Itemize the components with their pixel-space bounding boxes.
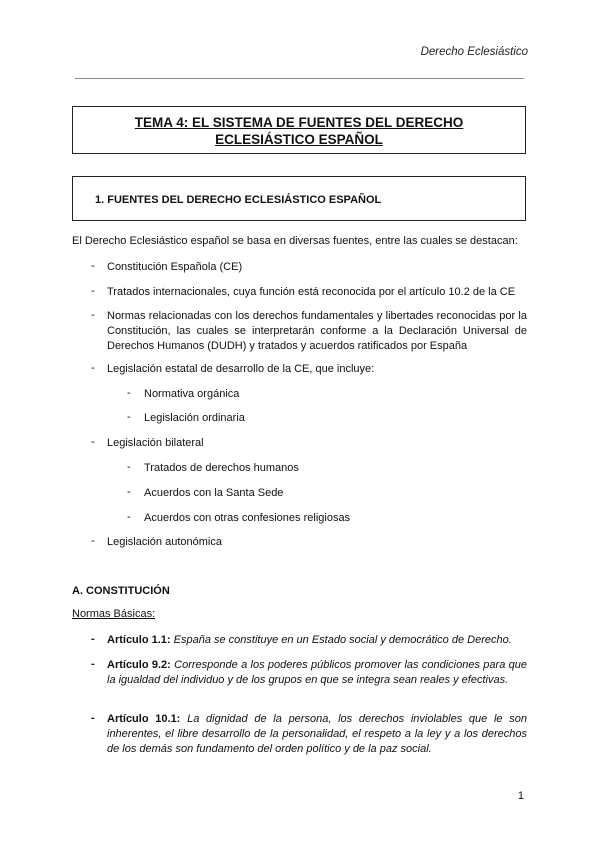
article-1-1 <box>107 633 527 647</box>
section1-heading: 1. FUENTES DEL DERECHO ECLESIÁSTICO ESPAÑOL <box>95 194 382 206</box>
article-text: Corresponde a los poderes públicos promover las condiciones para que la igualdad del individuo y de los grupos en que se integra sean reales y efectivas. <box>107 659 527 686</box>
sublist-item: Normativa orgánica <box>144 388 240 400</box>
normas-basicas-label: Normas Básicas: <box>72 608 156 620</box>
sectionA-heading: A. CONSTITUCIÓN <box>72 585 170 597</box>
list-item: Tratados internacionales, cuya función está reconocida por el artículo 10.2 de la CE <box>107 286 516 298</box>
sublist-dash: - <box>127 511 131 523</box>
topic-title-line1: TEMA 4: EL SISTEMA DE FUENTES DEL DERECHO <box>134 115 464 130</box>
list-dash: - <box>91 436 95 448</box>
article-label: Artículo 9.2: <box>107 659 171 671</box>
sublist-dash: - <box>127 411 131 423</box>
list-dash: - <box>91 535 95 547</box>
article-text: España se constituye en un Estado social y democrático de Derecho. <box>173 634 512 646</box>
sublist-item: Acuerdos con la Santa Sede <box>144 487 284 499</box>
article-9-2 <box>107 658 527 688</box>
article-text: La dignidad de la persona, los derechos inviolables que le son inherentes, el libre desarrollo de la personalidad, el respeto a la ley y a los derechos de los demás son fundamento del orden político y de la paz social. <box>107 713 528 755</box>
list-dash: - <box>91 285 95 297</box>
page-number: 1 <box>517 790 524 802</box>
article-dash: - <box>91 633 95 645</box>
list-dash: - <box>91 309 95 321</box>
list-dash: - <box>91 362 95 374</box>
header-divider <box>75 78 524 79</box>
article-10-1 <box>107 712 527 757</box>
list-item: Legislación estatal de desarrollo de la CE, que incluye: <box>107 363 375 375</box>
sublist-item: Tratados de derechos humanos <box>144 462 299 474</box>
list-item: Legislación autonómica <box>107 536 222 548</box>
sublist-dash: - <box>127 387 131 399</box>
sublist-dash: - <box>127 486 131 498</box>
topic-title-line2: ECLESIÁSTICO ESPAÑOL <box>215 132 383 147</box>
article-dash: - <box>91 712 95 724</box>
article-label: Artículo 10.1: <box>107 713 181 725</box>
article-label: Artículo 1.1: <box>107 634 171 646</box>
list-item: Legislación bilateral <box>107 437 204 449</box>
topic-title-box <box>72 106 526 154</box>
list-dash: - <box>91 260 95 272</box>
article-dash: - <box>91 658 95 670</box>
list-item: Constitución Española (CE) <box>107 261 243 273</box>
sublist-dash: - <box>127 461 131 473</box>
sublist-item: Legislación ordinaria <box>144 412 245 424</box>
section1-heading-box <box>72 176 526 221</box>
intro-paragraph: El Derecho Eclesiástico español se basa en diversas fuentes, entre las cuales se destacan: <box>72 235 518 247</box>
list-item: Normas relacionadas con los derechos fundamentales y libertades reconocidas por la Constitución, las cuales se interpretarán conforme a la Declaración Universal de Derechos Humanos (DUDH) y tratados y acuerdos ratificados por España <box>107 310 527 352</box>
sublist-item: Acuerdos con otras confesiones religiosas <box>144 512 351 524</box>
running-header: Derecho Eclesiástico <box>420 46 528 58</box>
